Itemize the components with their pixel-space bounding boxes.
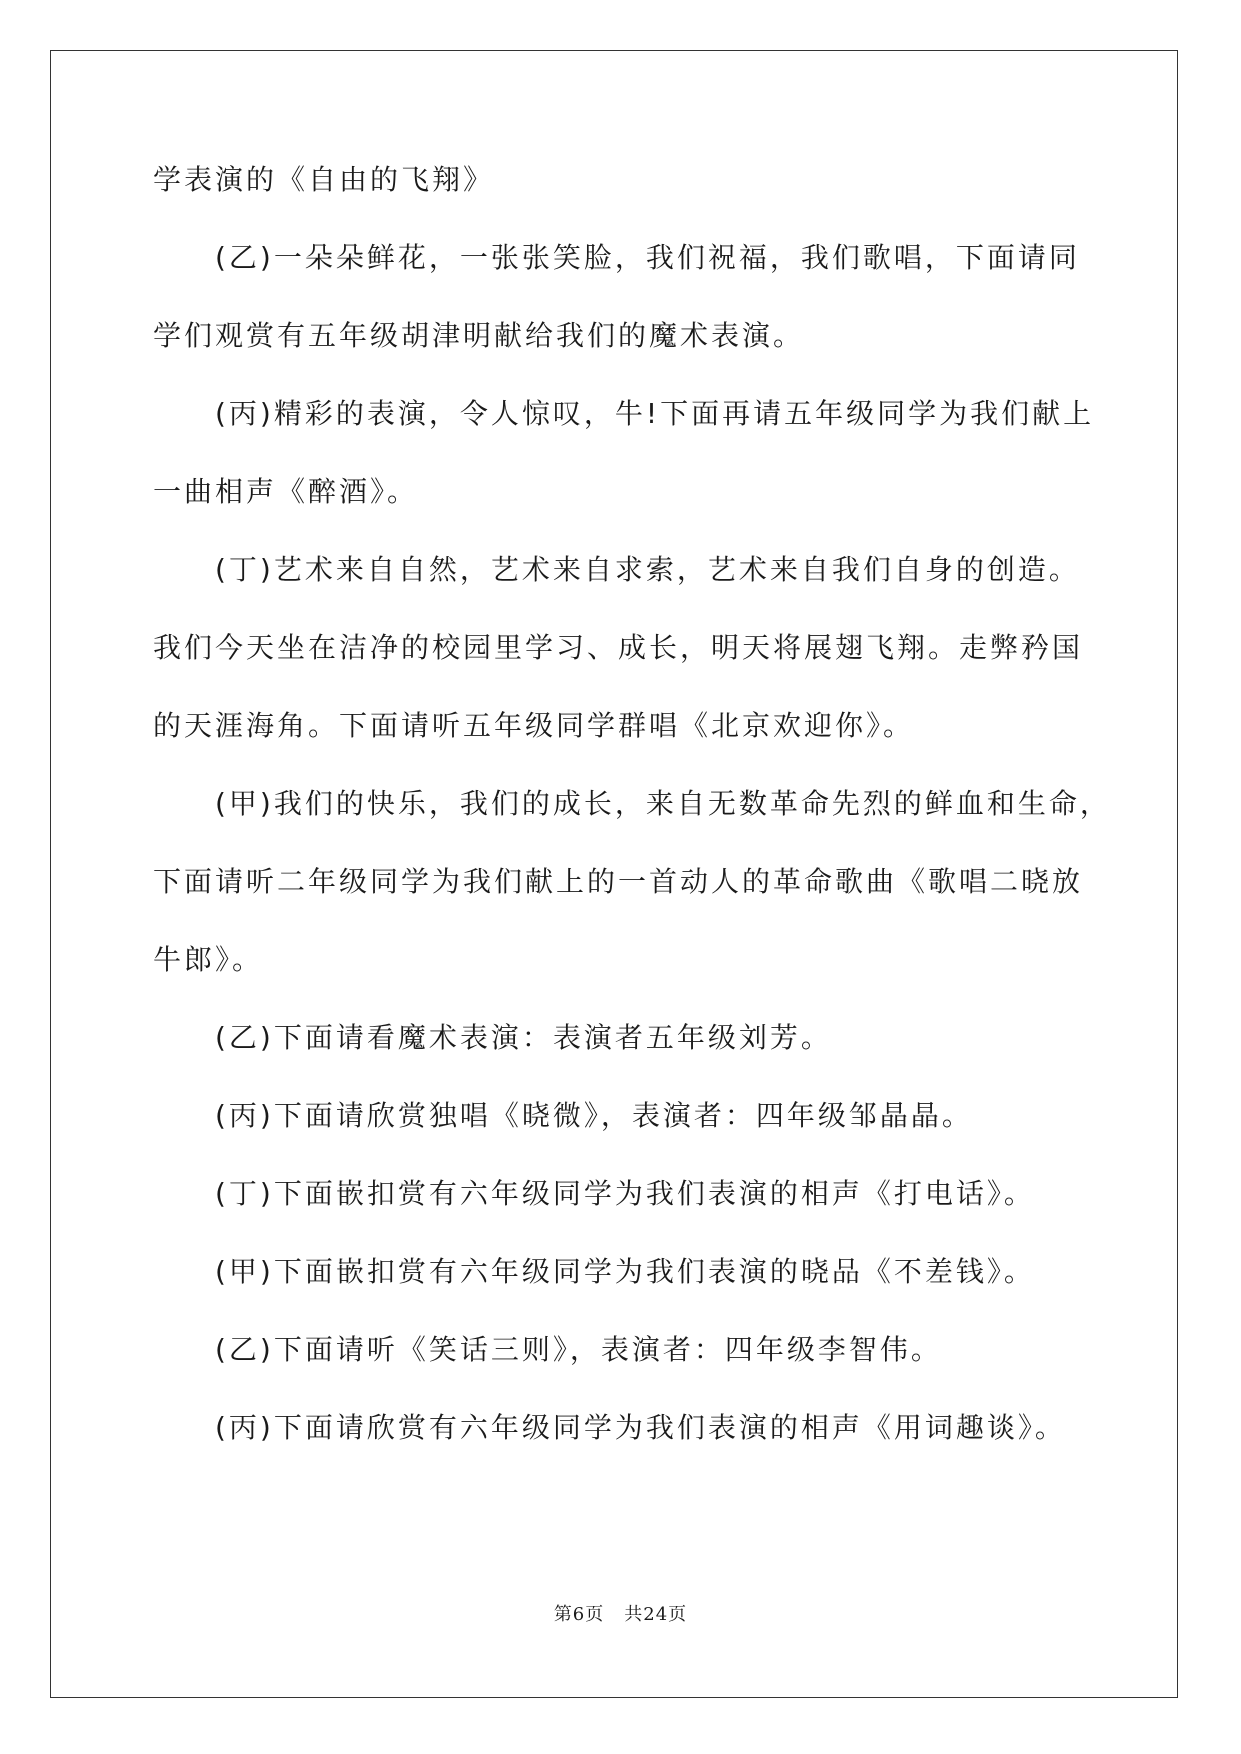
paragraph-line: (丙)精彩的表演，令人惊叹，牛!下面再请五年级同学为我们献上 [215,397,1095,430]
paragraph-line: (乙)一朵朵鲜花，一张张笑脸，我们祝福，我们歌唱，下面请同 [215,241,1080,274]
paragraph-line: (甲)我们的快乐，我们的成长，来自无数革命先烈的鲜血和生命， [215,787,1111,820]
text-line: 我们今天坐在洁净的校园里学习、成长，明天将展翅飞翔。走弊矜国 [153,631,1084,664]
paragraph-line: (丙)下面请欣赏独唱《晓微》，表演者：四年级邹晶晶。 [215,1099,973,1132]
text-line: 学们观赏有五年级胡津明献给我们的魔术表演。 [153,319,805,352]
paragraph-line: (乙)下面请看魔术表演：表演者五年级刘芳。 [215,1021,832,1054]
page-footer [0,1603,1241,1627]
text-line: 一曲相声《醉酒》。 [153,475,419,508]
text-line: 下面请听二年级同学为我们献上的一首动人的革命歌曲《歌唱二晓放 [153,865,1084,898]
text-line: 学表演的《自由的飞翔》 [153,163,495,196]
page-number-current: 第6页 [553,1604,605,1625]
text-line: 的天涯海角。下面请听五年级同学群唱《北京欢迎你》。 [153,709,915,742]
paragraph-line: (甲)下面嵌扣赏有六年级同学为我们表演的晓品《不差钱》。 [215,1255,1035,1288]
paragraph-line: (丁)艺术来自自然，艺术来自求索，艺术来自我们自身的创造。 [215,553,1080,586]
page-number-total: 共24页 [624,1604,688,1625]
paragraph-line: (丙)下面请欣赏有六年级同学为我们表演的相声《用词趣谈》。 [215,1411,1066,1444]
paragraph-line: (乙)下面请听《笑话三则》，表演者：四年级李智伟。 [215,1333,942,1366]
paragraph-line: (丁)下面嵌扣赏有六年级同学为我们表演的相声《打电话》。 [215,1177,1035,1210]
text-line: 牛郎》。 [153,943,264,976]
